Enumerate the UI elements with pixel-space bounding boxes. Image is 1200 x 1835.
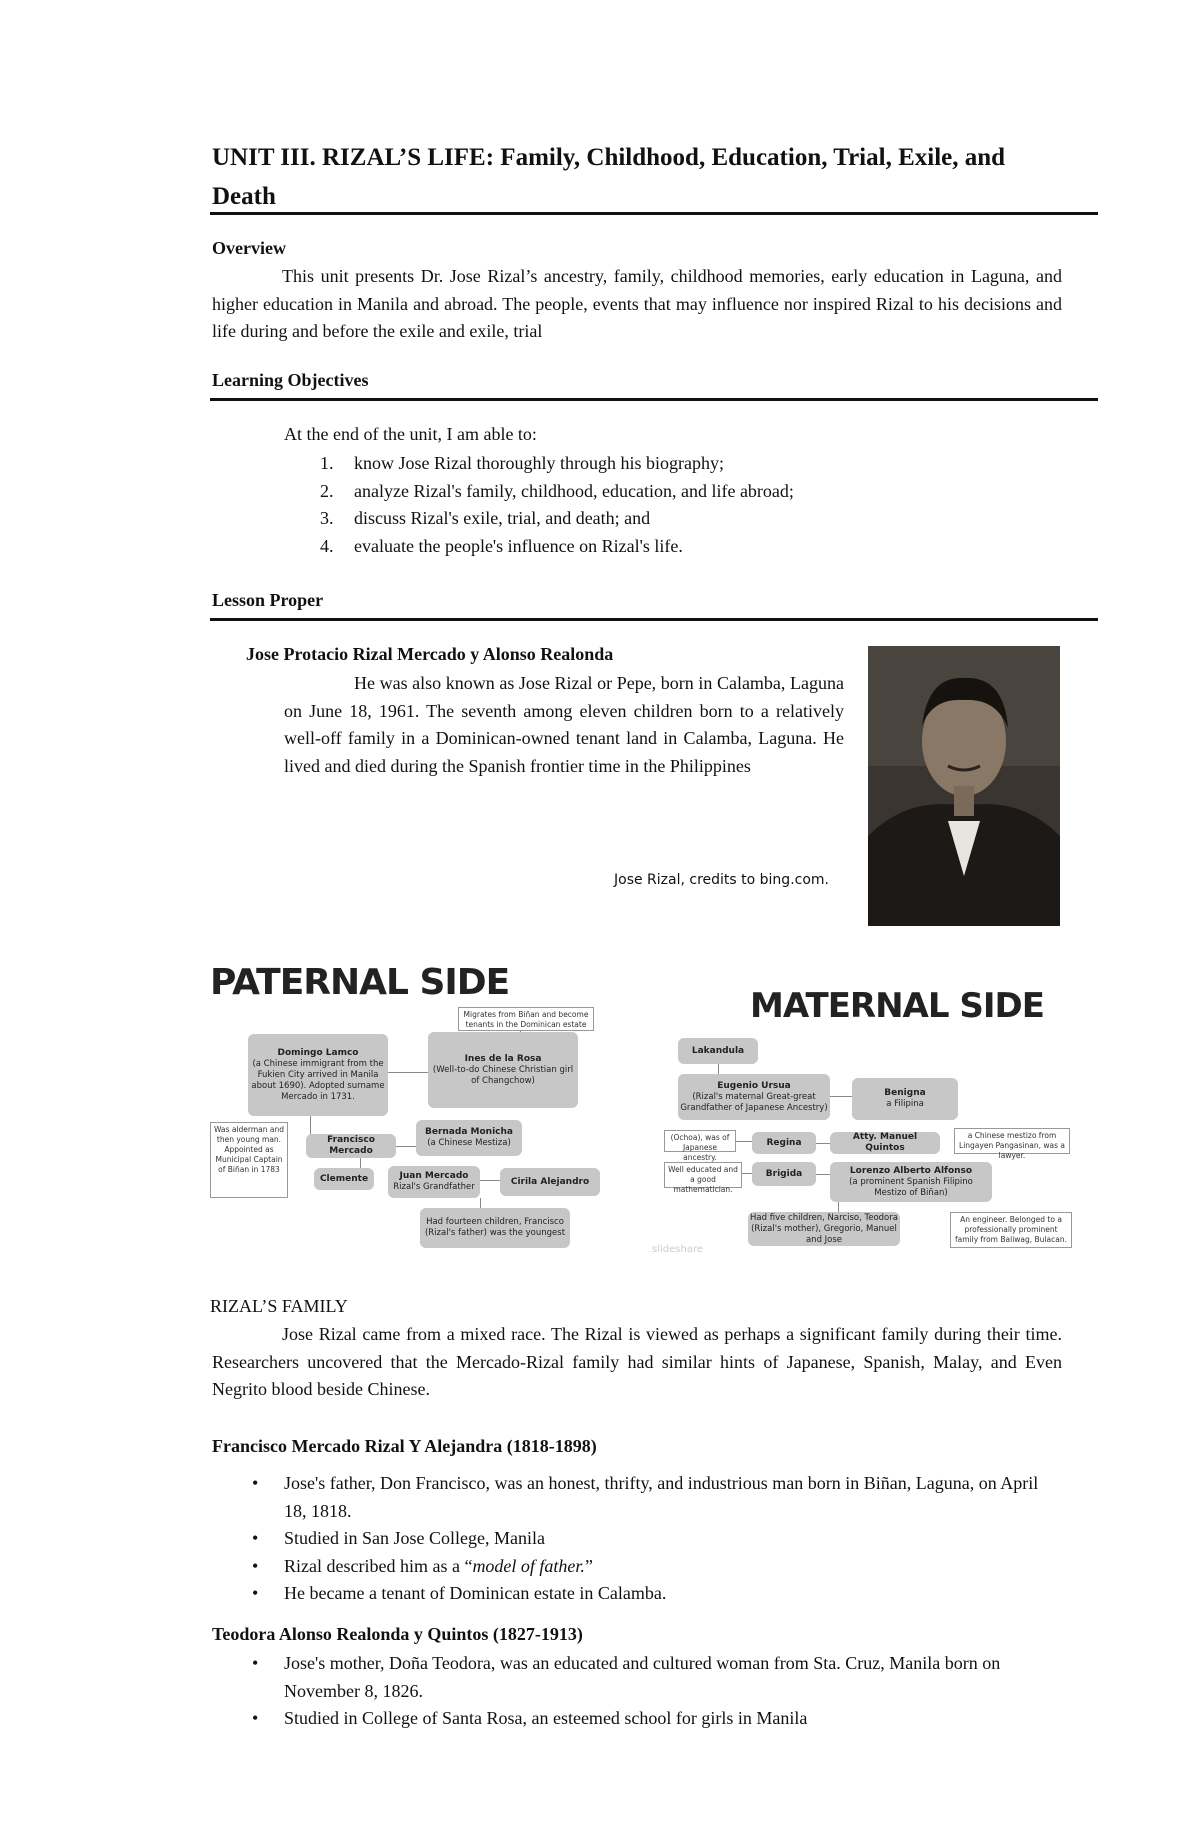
alderman-note: Was alderman and then young man. Appointed as Municipal Captain of Biñan in 1783 [210, 1122, 288, 1198]
cirila-alejandro-box: Cirila Alejandro [500, 1168, 600, 1196]
regina-note: (Ochoa), was of Japanese ancestry. [664, 1130, 736, 1152]
five-children-box: Had five children, Narciso, Teodora (Rizal's mother), Gregorio, Manuel and Jose [748, 1212, 900, 1246]
unit-title: UNIT III. RIZAL’S LIFE: Family, Childhood, Education, Trial, Exile, and Death [212, 144, 1006, 210]
connector-line [310, 1116, 311, 1136]
brigida-box: Brigida [752, 1162, 816, 1186]
overview-heading: Overview [212, 238, 286, 258]
list-item: • Jose's father, Don Francisco, was an honest, thrifty, and industrious man born in Biñan, Laguna, on April 18, 1818. [250, 1470, 1062, 1525]
objectives-intro: At the end of the unit, I am able to: [284, 424, 537, 444]
eugenio-ursua-box: Eugenio Ursua (Rizal's maternal Great-great Grandfather of Japanese Ancestry) [678, 1074, 830, 1120]
bernarda-monicha-box: Bernada Monicha (a Chinese Mestiza) [416, 1120, 522, 1156]
mother-heading: Teodora Alonso Realonda y Quintos (1827-1913) [212, 1624, 583, 1644]
overview-text: This unit presents Dr. Jose Rizal’s ancestry, family, childhood memories, early education in Laguna, and higher education in Manila and abroad. The people, events that may influence nor inspired Rizal to his decisions and life during and before the exile and exile, trial [212, 266, 1062, 341]
regina-box: Regina [752, 1132, 816, 1154]
lesson-subheading: Jose Protacio Rizal Mercado y Alonso Realonda [246, 644, 614, 664]
father-list [250, 1470, 1062, 1608]
lesson-rule [210, 618, 1098, 621]
rizal-portrait [868, 646, 1060, 926]
migrates-note: Migrates from Biñan and become tenants in the Dominican estate [458, 1007, 594, 1031]
title-rule [210, 212, 1098, 215]
lesson-text: He was also known as Jose Rizal or Pepe, born in Calamba, Laguna on June 18, 1961. The seventh among eleven children born to a relatively well-off family in a Dominican-owned tenant land in Calamba, Laguna. He lived and died during the Spanish frontier time in the Philippines [284, 673, 844, 776]
list-item: 1. know Jose Rizal thoroughly through his biography; [320, 453, 724, 473]
paternal-tree [210, 962, 630, 1262]
maternal-tree [648, 962, 1080, 1262]
list-item: • He became a tenant of Dominican estate in Calamba. [250, 1580, 1062, 1608]
paternal-heading: PATERNAL SIDE [210, 962, 510, 1003]
portrait-caption: Jose Rizal, credits to bing.com. [614, 872, 829, 888]
engineer-note: An engineer. Belonged to a professionally prominent family from Baliwag, Bulacan. [950, 1212, 1072, 1248]
list-item: • Jose's mother, Doña Teodora, was an educated and cultured woman from Sta. Cruz, Manila born on November 8, 1826. [250, 1650, 1062, 1705]
juan-mercado-box: Juan Mercado Rizal's Grandfather [388, 1166, 480, 1198]
domingo-lamco-box: Domingo Lamco (a Chinese immigrant from the Fukien City arrived in Manila about 1690). Adopted surname Mercado in 1731. [248, 1034, 388, 1116]
list-item: • Studied in San Jose College, Manila [250, 1525, 1062, 1553]
lorenzo-alfonso-box: Lorenzo Alberto Alfonso (a prominent Spanish Filipino Mestizo of Biñan) [830, 1162, 992, 1202]
objectives-rule [210, 398, 1098, 401]
mother-list [250, 1650, 1062, 1733]
list-item: 2. analyze Rizal's family, childhood, education, and life abroad; [320, 480, 794, 501]
manuel-note: a Chinese mestizo from Lingayen Pangasinan, was a lawyer. [954, 1128, 1070, 1154]
father-heading: Francisco Mercado Rizal Y Alejandra (1818-1898) [212, 1436, 597, 1456]
list-item: 4. evaluate the people's influence on Rizal's life. [320, 535, 683, 556]
family-text: Jose Rizal came from a mixed race. The Rizal is viewed as perhaps a significant family during their time. Researchers uncovered that the Mercado-Rizal family had similar hints of Japanese, Spanish, Malay, and Even Negrito blood beside Chinese. [212, 1324, 1062, 1399]
family-heading: RIZAL’S FAMILY [210, 1296, 348, 1316]
brigida-note: Well educated and a good mathematician. [664, 1162, 742, 1188]
ines-de-la-rosa-box: Ines de la Rosa (Well-to-do Chinese Christian girl of Changchow) [428, 1032, 578, 1108]
portrait-image [868, 646, 1060, 926]
objectives-list [284, 450, 794, 560]
slideshare-watermark: slideshare [652, 1244, 703, 1255]
list-item: • Studied in College of Santa Rosa, an esteemed school for girls in Manila [250, 1705, 1062, 1733]
maternal-heading: MATERNAL SIDE [750, 986, 1044, 1026]
lesson-heading: Lesson Proper [212, 590, 324, 610]
clemente-box: Clemente [314, 1168, 374, 1190]
list-item: • Rizal described him as a “model of father.” [250, 1553, 1062, 1581]
objectives-heading: Learning Objectives [212, 370, 369, 390]
benigna-box: Benigna a Filipina [852, 1078, 958, 1120]
francisco-mercado-box: Francisco Mercado [306, 1134, 396, 1158]
manuel-quintos-box: Atty. Manuel Quintos [830, 1132, 940, 1154]
lakandula-box: Lakandula [678, 1038, 758, 1064]
fourteen-children-box: Had fourteen children, Francisco (Rizal's father) was the youngest [420, 1208, 570, 1248]
list-item: 3. discuss Rizal's exile, trial, and death; and [320, 508, 651, 528]
